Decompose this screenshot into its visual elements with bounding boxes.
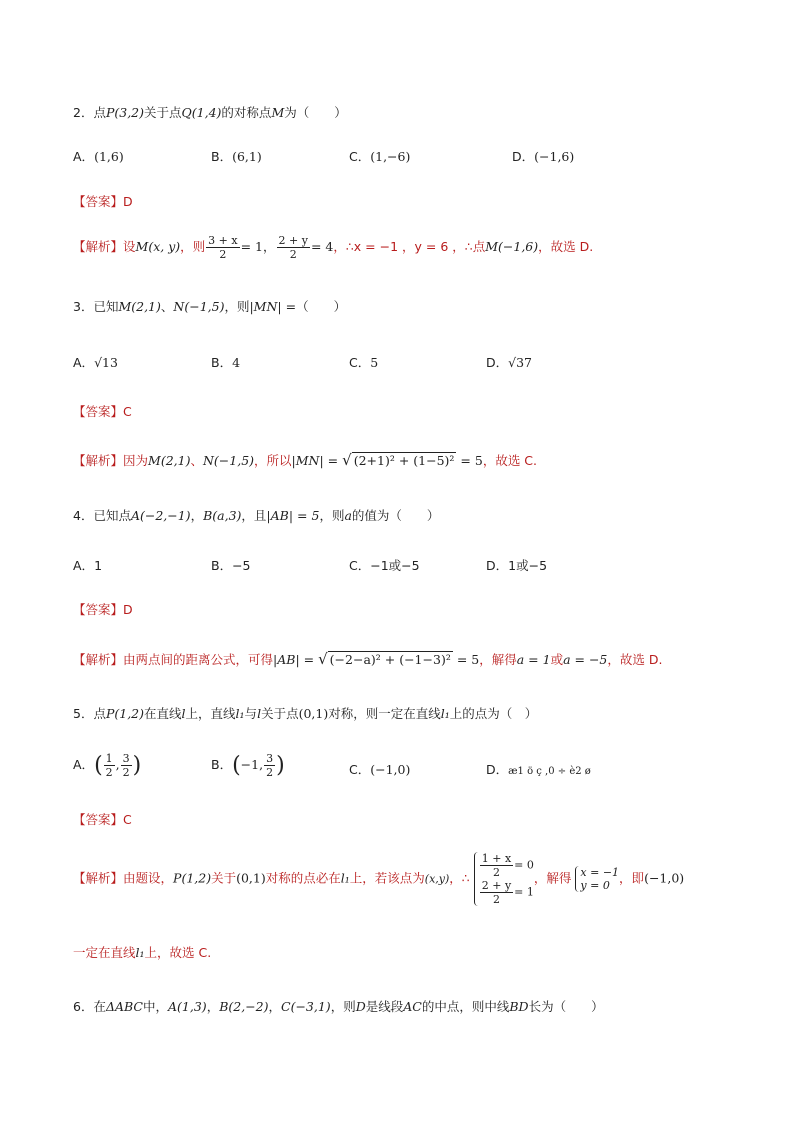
q3-option-d: D．√37 [486,355,533,370]
q5-answer: 【答案】C [73,812,132,827]
q2-answer: 【答案】D [73,194,133,209]
q5-option-c: C．(−1,0) [349,762,411,777]
q3-stem: 3．已知M(2,1)、N(−1,5)，则|MN| =（ ） [73,299,347,314]
q5-option-b: B．(−1, $\frac{3}{2}$ ) [211,752,285,779]
q2-stem: 2．点P(3,2)关于点Q(1,4)的对称点M为（ ） [73,105,347,120]
q4-stem: 4．已知点A(−2,−1)，B(a,3)，且|AB| = 5，则a的值为（ ） [73,508,440,523]
q4-answer: 【答案】D [73,602,133,617]
q3-analysis: 【解析】因为M(2,1)、N(−1,5)，所以|MN| = √ (2+1)² + (1−5)² = 5，故选 C. [73,451,537,469]
q4-analysis: 【解析】由两点间的距离公式，可得|AB| = √ (−2−a)² + (−1−3)² = 5，解得a = 1或a = −5，故选 D. [73,650,663,668]
q5-analysis-line2: 一定在直线l₁上，故选 C. [73,945,212,960]
q4-option-c: C．−1或−5 [349,558,420,573]
q3-option-c: C．5 [349,355,379,370]
q5-stem: 5．点P(1,2)在直线l上，直线l₁与l关于点(0,1)对称，则一定在直线l₁上的点为（ ） [73,706,538,721]
q4-option-d: D．1或−5 [486,558,548,573]
q2-option-d: D．(−1,6) [512,149,575,164]
q5-option-a: A．( $\frac{1}{2}$ , $\frac{3}{2}$ ) [73,752,142,779]
q4-option-b: B．−5 [211,558,251,573]
q5-option-d: D．æ1 ö ç ,0 ÷ è2 ø [486,762,591,777]
q3-option-b: B．4 [211,355,241,370]
q2-analysis: 【解析】设M(x, y)，则 $\frac{3 + x}{2}$ = 1， $\frac{2 + y}{2}$ = 4，∴x = −1 ，y = 6 ，∴点M(−1,6)，故选 D. [73,234,594,261]
q2-option-b: B．(6,1) [211,149,262,164]
q3-answer: 【答案】C [73,404,132,419]
q3-option-a: A．√13 [73,355,118,370]
q2-option-a: A．(1,6) [73,149,124,164]
q2-number: 2． [73,105,94,120]
q2-option-c: C．(1,−6) [349,149,411,164]
q5-analysis-line1: 【解析】由题设，P(1,2)关于(0,1)对称的点必在l₁上，若该点为(x,y)，∴ $\frac{1 + x}{2}$ = 0 $\frac{2 + y}{2}$ = 1 ，解得 x = −1 y = 0 ，即(−1,0) [73,852,685,906]
q4-option-a: A．1 [73,558,103,573]
q6-stem: 6．在ΔABC中，A(1,3)，B(2,−2)，C(−3,1)，则D是线段AC的中点，则中线BD长为（ ） [73,999,604,1014]
